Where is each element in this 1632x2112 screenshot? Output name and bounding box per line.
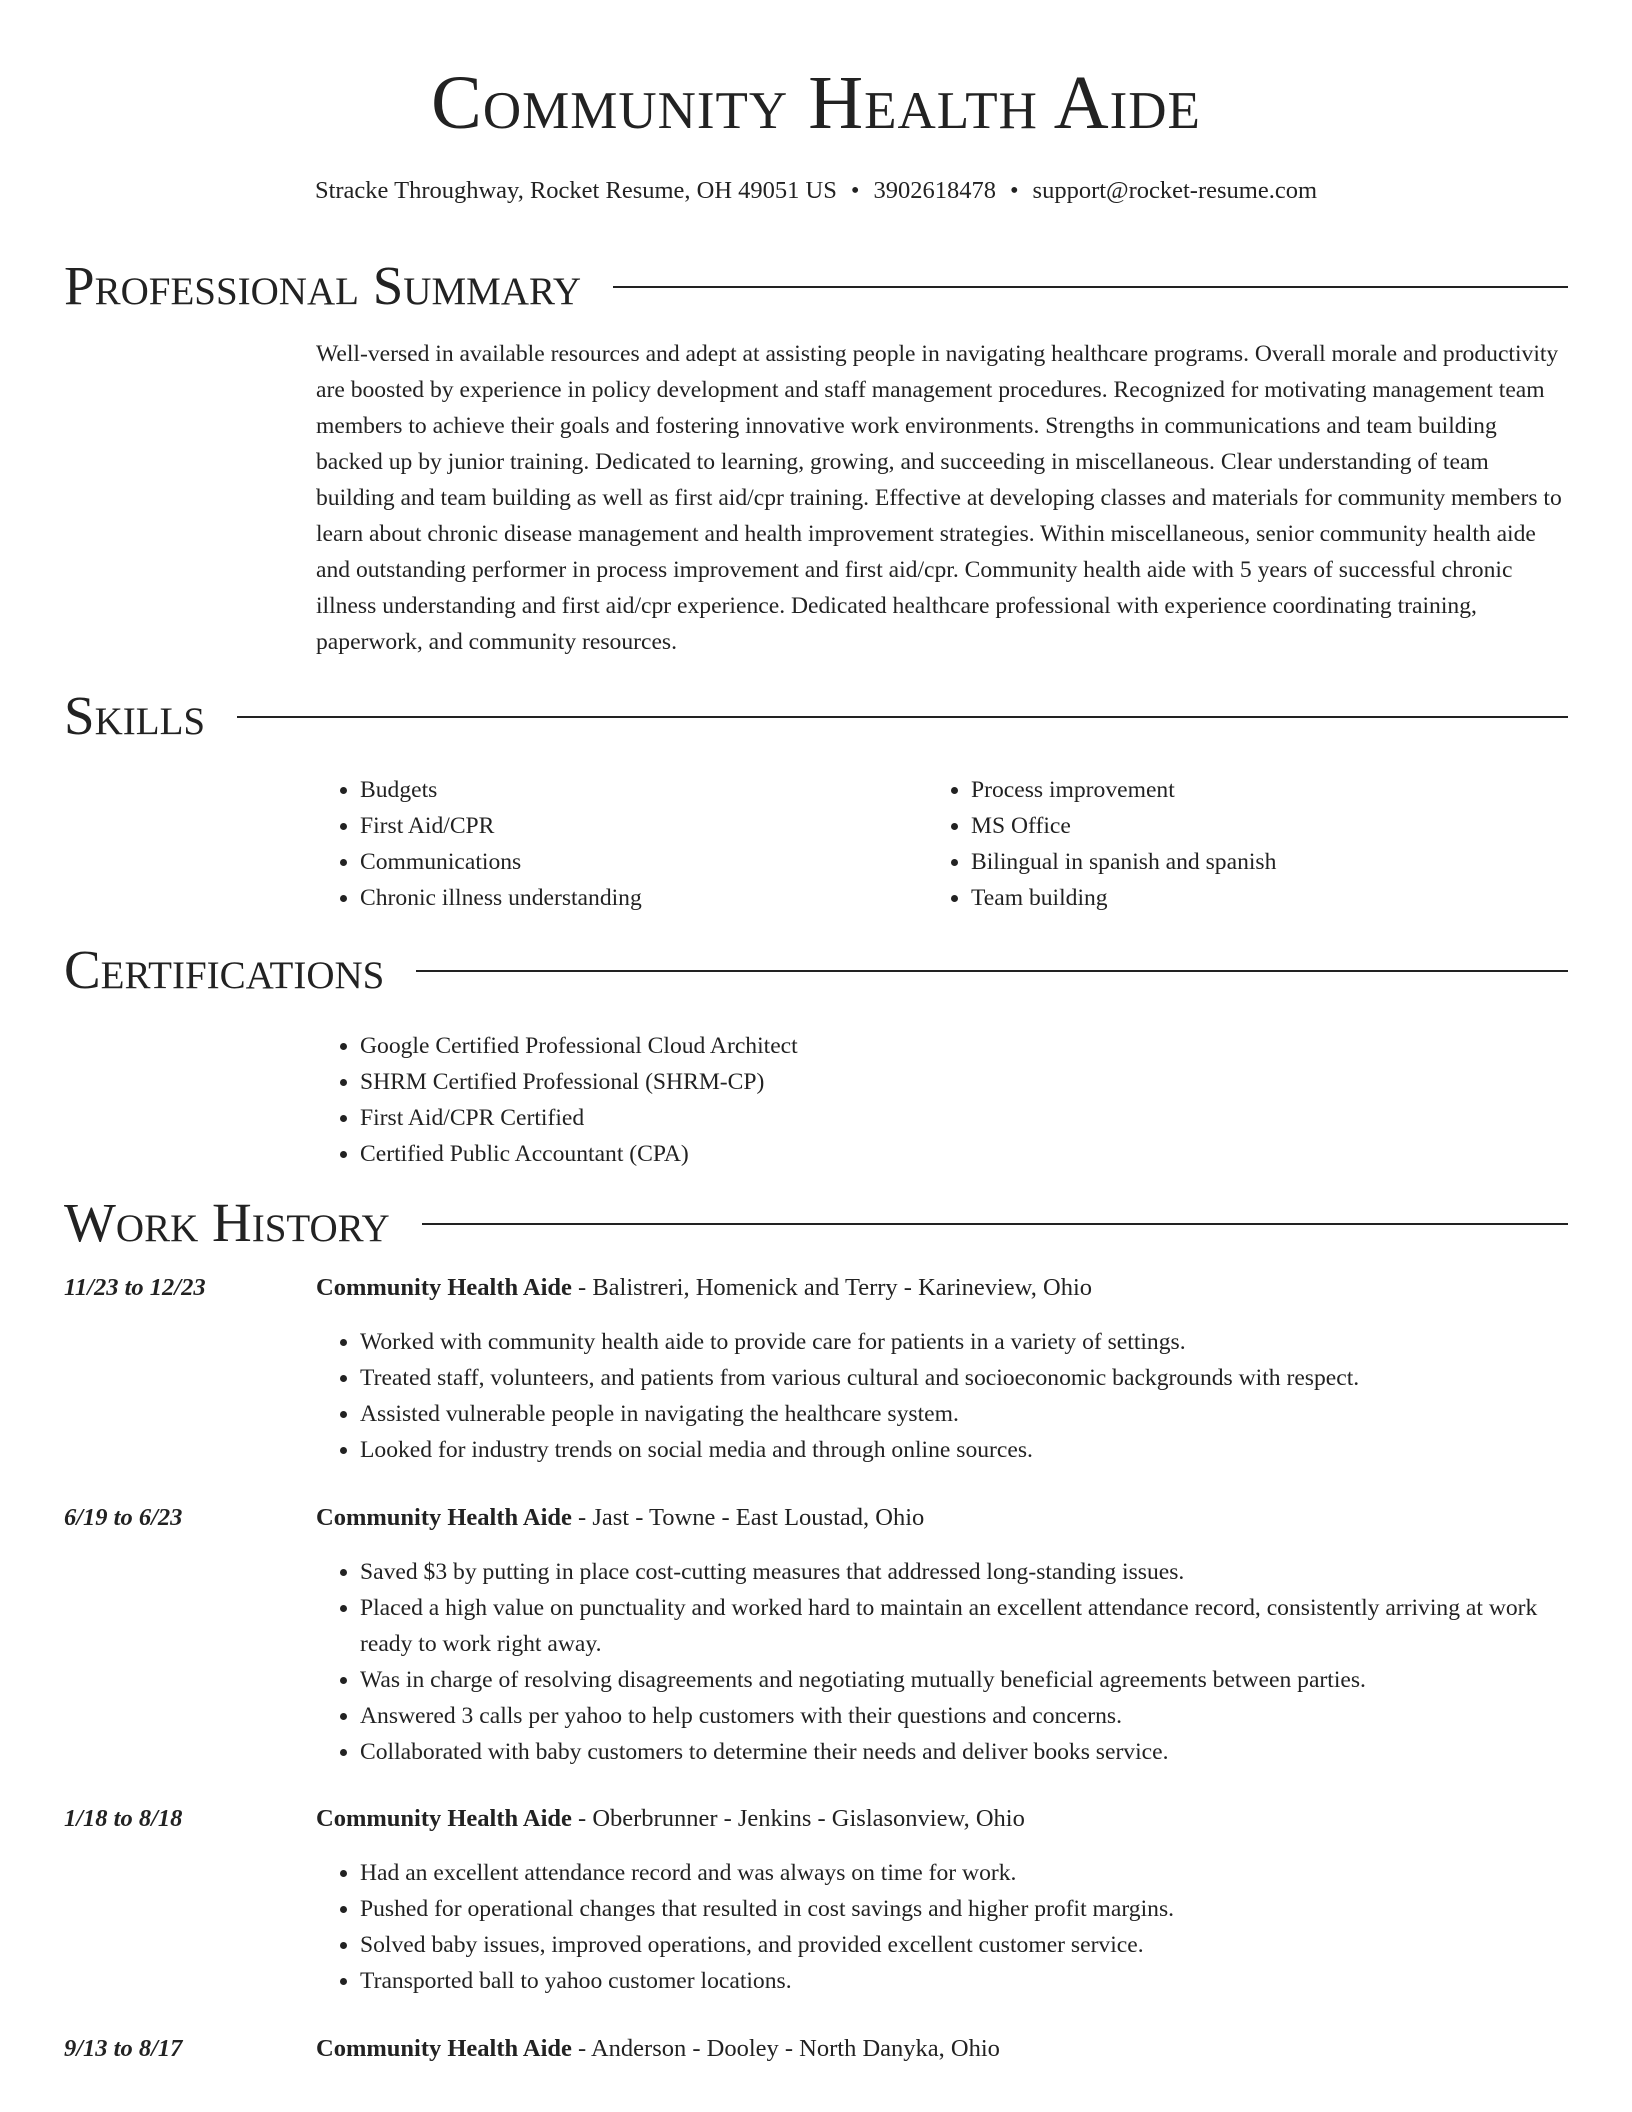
separator: •: [850, 177, 860, 204]
duty-item: • Treated staff, volunteers, and patients from various cultural and socioeconomic backgrounds with respect.: [360, 1360, 1568, 1396]
contact-line: [64, 174, 1568, 208]
job-title: Community Health Aide: [316, 1504, 572, 1531]
candidate-name: Community Health Aide: [431, 61, 1201, 145]
section-title: Skills: [64, 685, 206, 746]
job-dates: 9/13 to 8/17: [64, 2035, 183, 2062]
job-duties: [316, 1855, 1568, 1999]
section-title: Professional Summary: [64, 255, 582, 316]
skill-item: • Process improvement: [971, 772, 1527, 808]
job-title-line: [316, 2031, 1000, 2067]
duty-item: • Saved $3 by putting in place cost-cutting measures that addressed long-standing issues.: [360, 1554, 1568, 1590]
skill-item: • Chronic illness understanding: [360, 880, 916, 916]
job-dates: 1/18 to 8/18: [64, 1805, 183, 1832]
skill-item: • Communications: [360, 844, 916, 880]
section-divider: [422, 1223, 1568, 1225]
duty-item: • Transported ball to yahoo customer locations.: [360, 1963, 1568, 1999]
skills-column-right: [927, 772, 1527, 916]
job-employer: - Balistreri, Homenick and Terry - Karineview, Ohio: [571, 1274, 1093, 1301]
separator: •: [1009, 177, 1019, 204]
phone: 3902618478: [873, 177, 996, 204]
skills-list: [316, 772, 916, 916]
certification-item: • Certified Public Accountant (CPA): [360, 1136, 1568, 1172]
job-employer: - Anderson - Dooley - North Danyka, Ohio: [571, 2035, 1000, 2062]
skills-list: [927, 772, 1527, 916]
duty-item: • Was in charge of resolving disagreements and negotiating mutually beneficial agreements between parties.: [360, 1662, 1568, 1698]
duty-item: • Collaborated with baby customers to determine their needs and deliver books service.: [360, 1734, 1568, 1770]
duty-item: • Answered 3 calls per yahoo to help customers with their questions and concerns.: [360, 1698, 1568, 1734]
duty-item: • Had an excellent attendance record and was always on time for work.: [360, 1855, 1568, 1891]
section-title: Certifications: [64, 939, 385, 1000]
section-divider: [613, 286, 1568, 288]
skill-item: • First Aid/CPR: [360, 808, 916, 844]
job-title-line: [316, 1801, 1025, 1837]
job-title: Community Health Aide: [316, 2035, 572, 2062]
duty-item: • Solved baby issues, improved operations, and provided excellent customer service.: [360, 1927, 1568, 1963]
certification-item: • SHRM Certified Professional (SHRM-CP): [360, 1064, 1568, 1100]
job-title: Community Health Aide: [316, 1805, 572, 1832]
certification-item: • Google Certified Professional Cloud Architect: [360, 1028, 1568, 1064]
certifications-list: [316, 1028, 1568, 1172]
job-employer: - Oberbrunner - Jenkins - Gislasonview, Ohio: [571, 1805, 1025, 1832]
duty-item: • Pushed for operational changes that resulted in cost savings and higher profit margins.: [360, 1891, 1568, 1927]
job-title-line: [316, 1500, 924, 1536]
job-title: Community Health Aide: [316, 1274, 572, 1301]
email[interactable]: support@rocket-resume.com: [1032, 177, 1318, 204]
summary-text: Well-versed in available resources and adept at assisting people in navigating healthcare programs. Overall morale and productivity are boosted by experience in policy development and staff management procedures. Recognized for motivating management team members to achieve their goals and fostering innovative work environments. Strengths in communications and team building backed up by junior training. Dedicated to learning, growing, and succeeding in miscellaneous. Clear understanding of team building and team building as well as first aid/cpr training. Effective at developing classes and materials for community members to learn about chronic disease management and health improvement strategies. Within miscellaneous, senior community health aide and outstanding performer in process improvement and first aid/cpr. Community health aide with 5 years of successful chronic illness understanding and first aid/cpr experience. Dedicated healthcare professional with experience coordinating training, paperwork, and community resources.: [316, 341, 1562, 655]
duty-item: • Placed a high value on punctuality and worked hard to maintain an excellent attendance record, consistently arriving at work ready to work right away.: [360, 1590, 1568, 1662]
address: Stracke Throughway, Rocket Resume, OH 49051 US: [314, 177, 837, 204]
work-history-section-header: [64, 1193, 1568, 1253]
section-title: Work History: [64, 1192, 390, 1253]
section-divider: [416, 970, 1568, 972]
job-duties: [316, 1324, 1568, 1468]
section-divider: [237, 716, 1568, 718]
skill-item: • Team building: [971, 880, 1527, 916]
job-dates: 11/23 to 12/23: [64, 1274, 206, 1301]
certification-item: • First Aid/CPR Certified: [360, 1100, 1568, 1136]
duty-item: • Looked for industry trends on social media and through online sources.: [360, 1432, 1568, 1468]
job-dates: 6/19 to 6/23: [64, 1504, 183, 1531]
duty-item: • Worked with community health aide to provide care for patients in a variety of settings.: [360, 1324, 1568, 1360]
duty-item: • Assisted vulnerable people in navigating the healthcare system.: [360, 1396, 1568, 1432]
certifications-section-header: [64, 940, 1568, 1000]
job-title-line: [316, 1270, 1092, 1306]
job-employer: - Jast - Towne - East Loustad, Ohio: [571, 1504, 925, 1531]
skill-item: • Bilingual in spanish and spanish: [971, 844, 1527, 880]
skill-item: • MS Office: [971, 808, 1527, 844]
skill-item: • Budgets: [360, 772, 916, 808]
summary-section-header: [64, 256, 1568, 316]
skills-column-left: [316, 772, 916, 916]
skills-section-header: [64, 686, 1568, 746]
job-duties: [316, 1554, 1568, 1770]
